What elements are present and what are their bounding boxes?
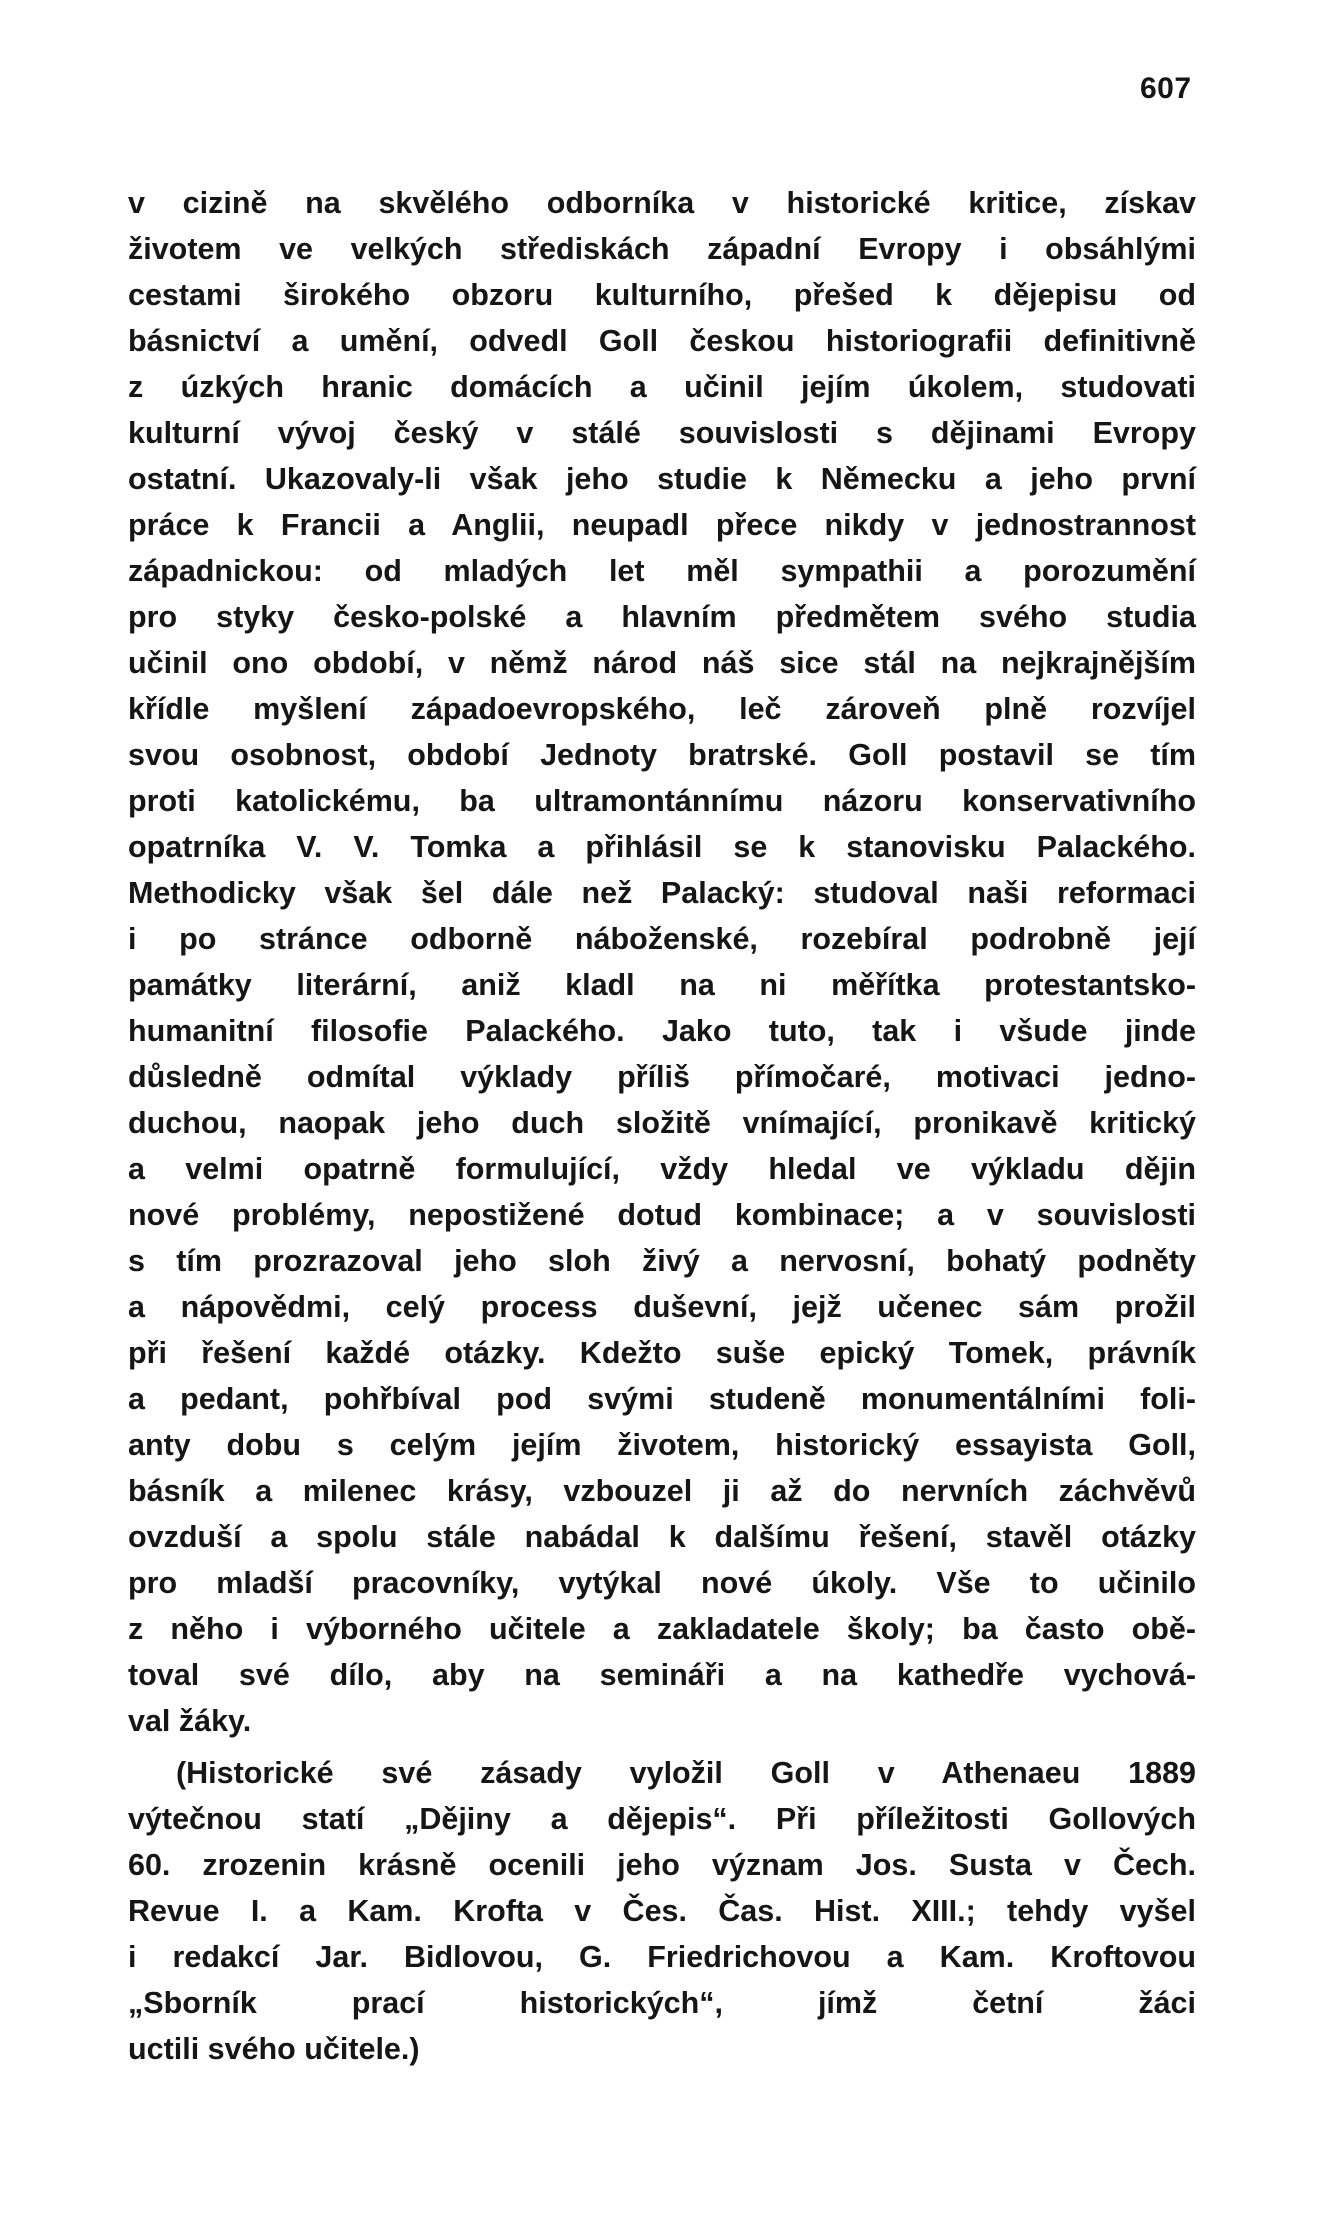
text-line: životem ve velkých střediskách západní Evropy i obsáhlými	[128, 232, 1196, 266]
text-line: pro mladší pracovníky, vytýkal nové úkoly. Vše to učinilo	[128, 1566, 1196, 1600]
text-line: a pedant, pohřbíval pod svými studeně monumentálními foli-	[128, 1382, 1196, 1416]
text-line: Revue I. a Kam. Krofta v Čes. Čas. Hist. XIII.; tehdy vyšel	[128, 1894, 1196, 1928]
text-line: v cizině na skvělého odborníka v historické kritice, získav	[128, 186, 1196, 220]
text-line: a velmi opatrně formulující, vždy hledal ve výkladu dějin	[128, 1152, 1196, 1186]
text-line: opatrníka V. V. Tomka a přihlásil se k stanovisku Palackého.	[128, 830, 1196, 864]
text-line: Methodicky však šel dále než Palacký: studoval naši reformaci	[128, 876, 1196, 910]
text-line: a nápovědmi, celý process duševní, jejž učenec sám prožil	[128, 1290, 1196, 1324]
paragraph	[128, 180, 1196, 1744]
text-line: práce k Francii a Anglii, neupadl přece nikdy v jednostrannost	[128, 508, 1196, 542]
text-line: výtečnou statí „Dějiny a dějepis“. Při příležitosti Gollových	[128, 1802, 1196, 1836]
text-line: při řešení každé otázky. Kdežto suše epický Tomek, právník	[128, 1336, 1196, 1370]
text-line: ovzduší a spolu stále nabádal k dalšímu řešení, stavěl otázky	[128, 1520, 1196, 1554]
text-line: z něho i výborného učitele a zakladatele školy; ba často obě-	[128, 1612, 1196, 1646]
text-line: s tím prozrazoval jeho sloh živý a nervosní, bohatý podněty	[128, 1244, 1196, 1278]
text-line: nové problémy, nepostižené dotud kombinace; a v souvislosti	[128, 1198, 1196, 1232]
text-line: z úzkých hranic domácích a učinil jejím úkolem, studovati	[128, 370, 1196, 404]
text-line: i redakcí Jar. Bidlovou, G. Friedrichovou a Kam. Kroftovou	[128, 1940, 1196, 1974]
note-paragraph	[128, 1750, 1196, 2072]
text-line: svou osobnost, období Jednoty bratrské. Goll postavil se tím	[128, 738, 1196, 772]
text-line: západnickou: od mladých let měl sympathii a porozumění	[128, 554, 1196, 588]
text-line: cestami širokého obzoru kulturního, přešed k dějepisu od	[128, 278, 1196, 312]
text-line: důsledně odmítal výklady příliš přímočaré, motivaci jedno-	[128, 1060, 1196, 1094]
text-line: kulturní vývoj český v stálé souvislosti s dějinami Evropy	[128, 416, 1196, 450]
text-line: val žáky.	[128, 1704, 252, 1738]
body-text	[128, 180, 1196, 2072]
text-line: básnictví a umění, odvedl Goll českou historiografii definitivně	[128, 324, 1196, 358]
text-line: i po stránce odborně náboženské, rozebíral podrobně její	[128, 922, 1196, 956]
text-line: básník a milenec krásy, vzbouzel ji až do nervních záchvěvů	[128, 1474, 1196, 1508]
text-line: ostatní. Ukazovaly-li však jeho studie k Německu a jeho první	[128, 462, 1196, 496]
page-number: 607	[1140, 72, 1192, 105]
text-line: 60. zrozenin krásně ocenili jeho význam Jos. Susta v Čech.	[128, 1848, 1196, 1882]
text-line: učinil ono období, v němž národ náš sice stál na nejkrajnějším	[128, 646, 1196, 680]
text-line: památky literární, aniž kladl na ni měřítka protestantsko-	[128, 968, 1196, 1002]
text-line: toval své dílo, aby na semináři a na kathedře vychová-	[128, 1658, 1196, 1692]
text-line: duchou, naopak jeho duch složitě vnímající, pronikavě kritický	[128, 1106, 1196, 1140]
text-line: „Sborník prací historických“, jímž četní žáci	[128, 1986, 1196, 2020]
text-line: proti katolickému, ba ultramontánnímu názoru konservativního	[128, 784, 1196, 818]
text-line: (Historické své zásady vyložil Goll v Athenaeu 1889	[176, 1756, 1196, 1790]
text-line: křídle myšlení západoevropského, leč zároveň plně rozvíjel	[128, 692, 1196, 726]
text-line: anty dobu s celým jejím životem, historický essayista Goll,	[128, 1428, 1196, 1462]
text-line: pro styky česko-polské a hlavním předmětem svého studia	[128, 600, 1196, 634]
text-line: uctili svého učitele.)	[128, 2032, 420, 2066]
text-line: humanitní filosofie Palackého. Jako tuto, tak i všude jinde	[128, 1014, 1196, 1048]
